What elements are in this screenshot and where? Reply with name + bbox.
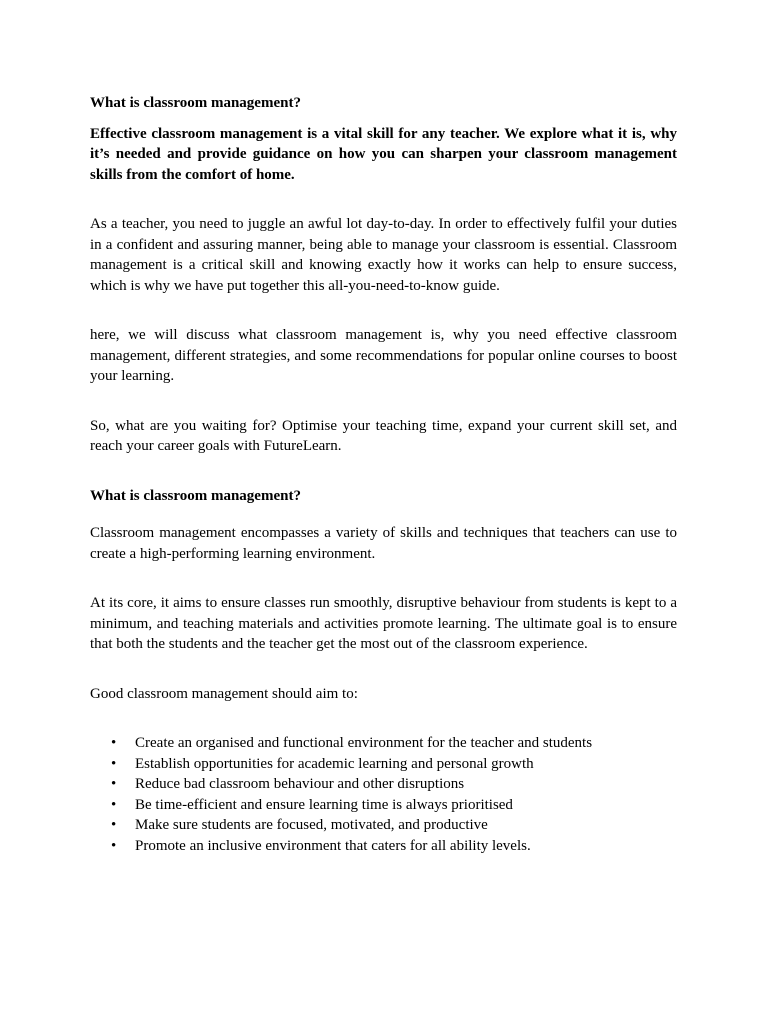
- bullet-icon: •: [111, 817, 117, 833]
- list-item-text: Make sure students are focused, motivated, and productive: [135, 817, 488, 833]
- section-paragraph-1: Classroom management encompasses a variety of skills and techniques that teachers can use to create a high-performing learning environment.: [90, 525, 677, 562]
- section-paragraph-3: Good classroom management should aim to:: [90, 685, 358, 702]
- bullet-icon: •: [111, 735, 117, 751]
- list-item: [90, 836, 677, 857]
- document-title: What is classroom management?: [90, 95, 301, 111]
- intro-paragraph-2: here, we will discuss what classroom management is, why you need effective classroom management, different strategies, and some recommendations for popular online courses to boost your learning.: [90, 327, 677, 384]
- list-item-text: Be time-efficient and ensure learning time is always prioritised: [135, 796, 513, 813]
- list-item-text: Create an organised and functional environment for the teacher and students: [135, 735, 593, 751]
- bullet-icon: •: [111, 796, 117, 813]
- list-item: [90, 733, 677, 754]
- list-item: [90, 754, 677, 775]
- list-item-text: Reduce bad classroom behaviour and other disruptions: [135, 776, 465, 792]
- bullet-icon: •: [111, 837, 117, 854]
- aims-bullet-list: [90, 733, 677, 856]
- intro-lead-paragraph: Effective classroom management is a vital skill for any teacher. We explore what it is, why it’s needed and provide guidance on how you can sharpen your classroom management skills from the comfort of home.: [90, 125, 677, 183]
- intro-paragraph-3: So, what are you waiting for? Optimise your teaching time, expand your current skill set, and reach your career goals with FutureLearn.: [90, 417, 677, 454]
- section-paragraph-2: At its core, it aims to ensure classes run smoothly, disruptive behaviour from students is kept to a minimum, and teaching materials and activities promote learning. The ultimate goal is to ensure that both the students and the teacher get the most out of the classroom experience.: [90, 595, 677, 652]
- bullet-icon: •: [111, 755, 117, 772]
- list-item-text: Establish opportunities for academic learning and personal growth: [135, 755, 534, 772]
- bullet-icon: •: [111, 776, 117, 792]
- list-item: [90, 795, 677, 816]
- list-item: [90, 774, 677, 795]
- section-heading: What is classroom management?: [90, 487, 301, 504]
- list-item: [90, 815, 677, 836]
- intro-paragraph-1: As a teacher, you need to juggle an awful lot day-to-day. In order to effectively fulfil your duties in a confident and assuring manner, being able to manage your classroom is essential. Classroom management is a critical skill and knowing exactly how it works can help to ensure success, which is why we have put together this all-you-need-to-know guide.: [90, 216, 677, 294]
- document-body: [90, 93, 677, 856]
- list-item-text: Promote an inclusive environment that caters for all ability levels.: [135, 837, 531, 854]
